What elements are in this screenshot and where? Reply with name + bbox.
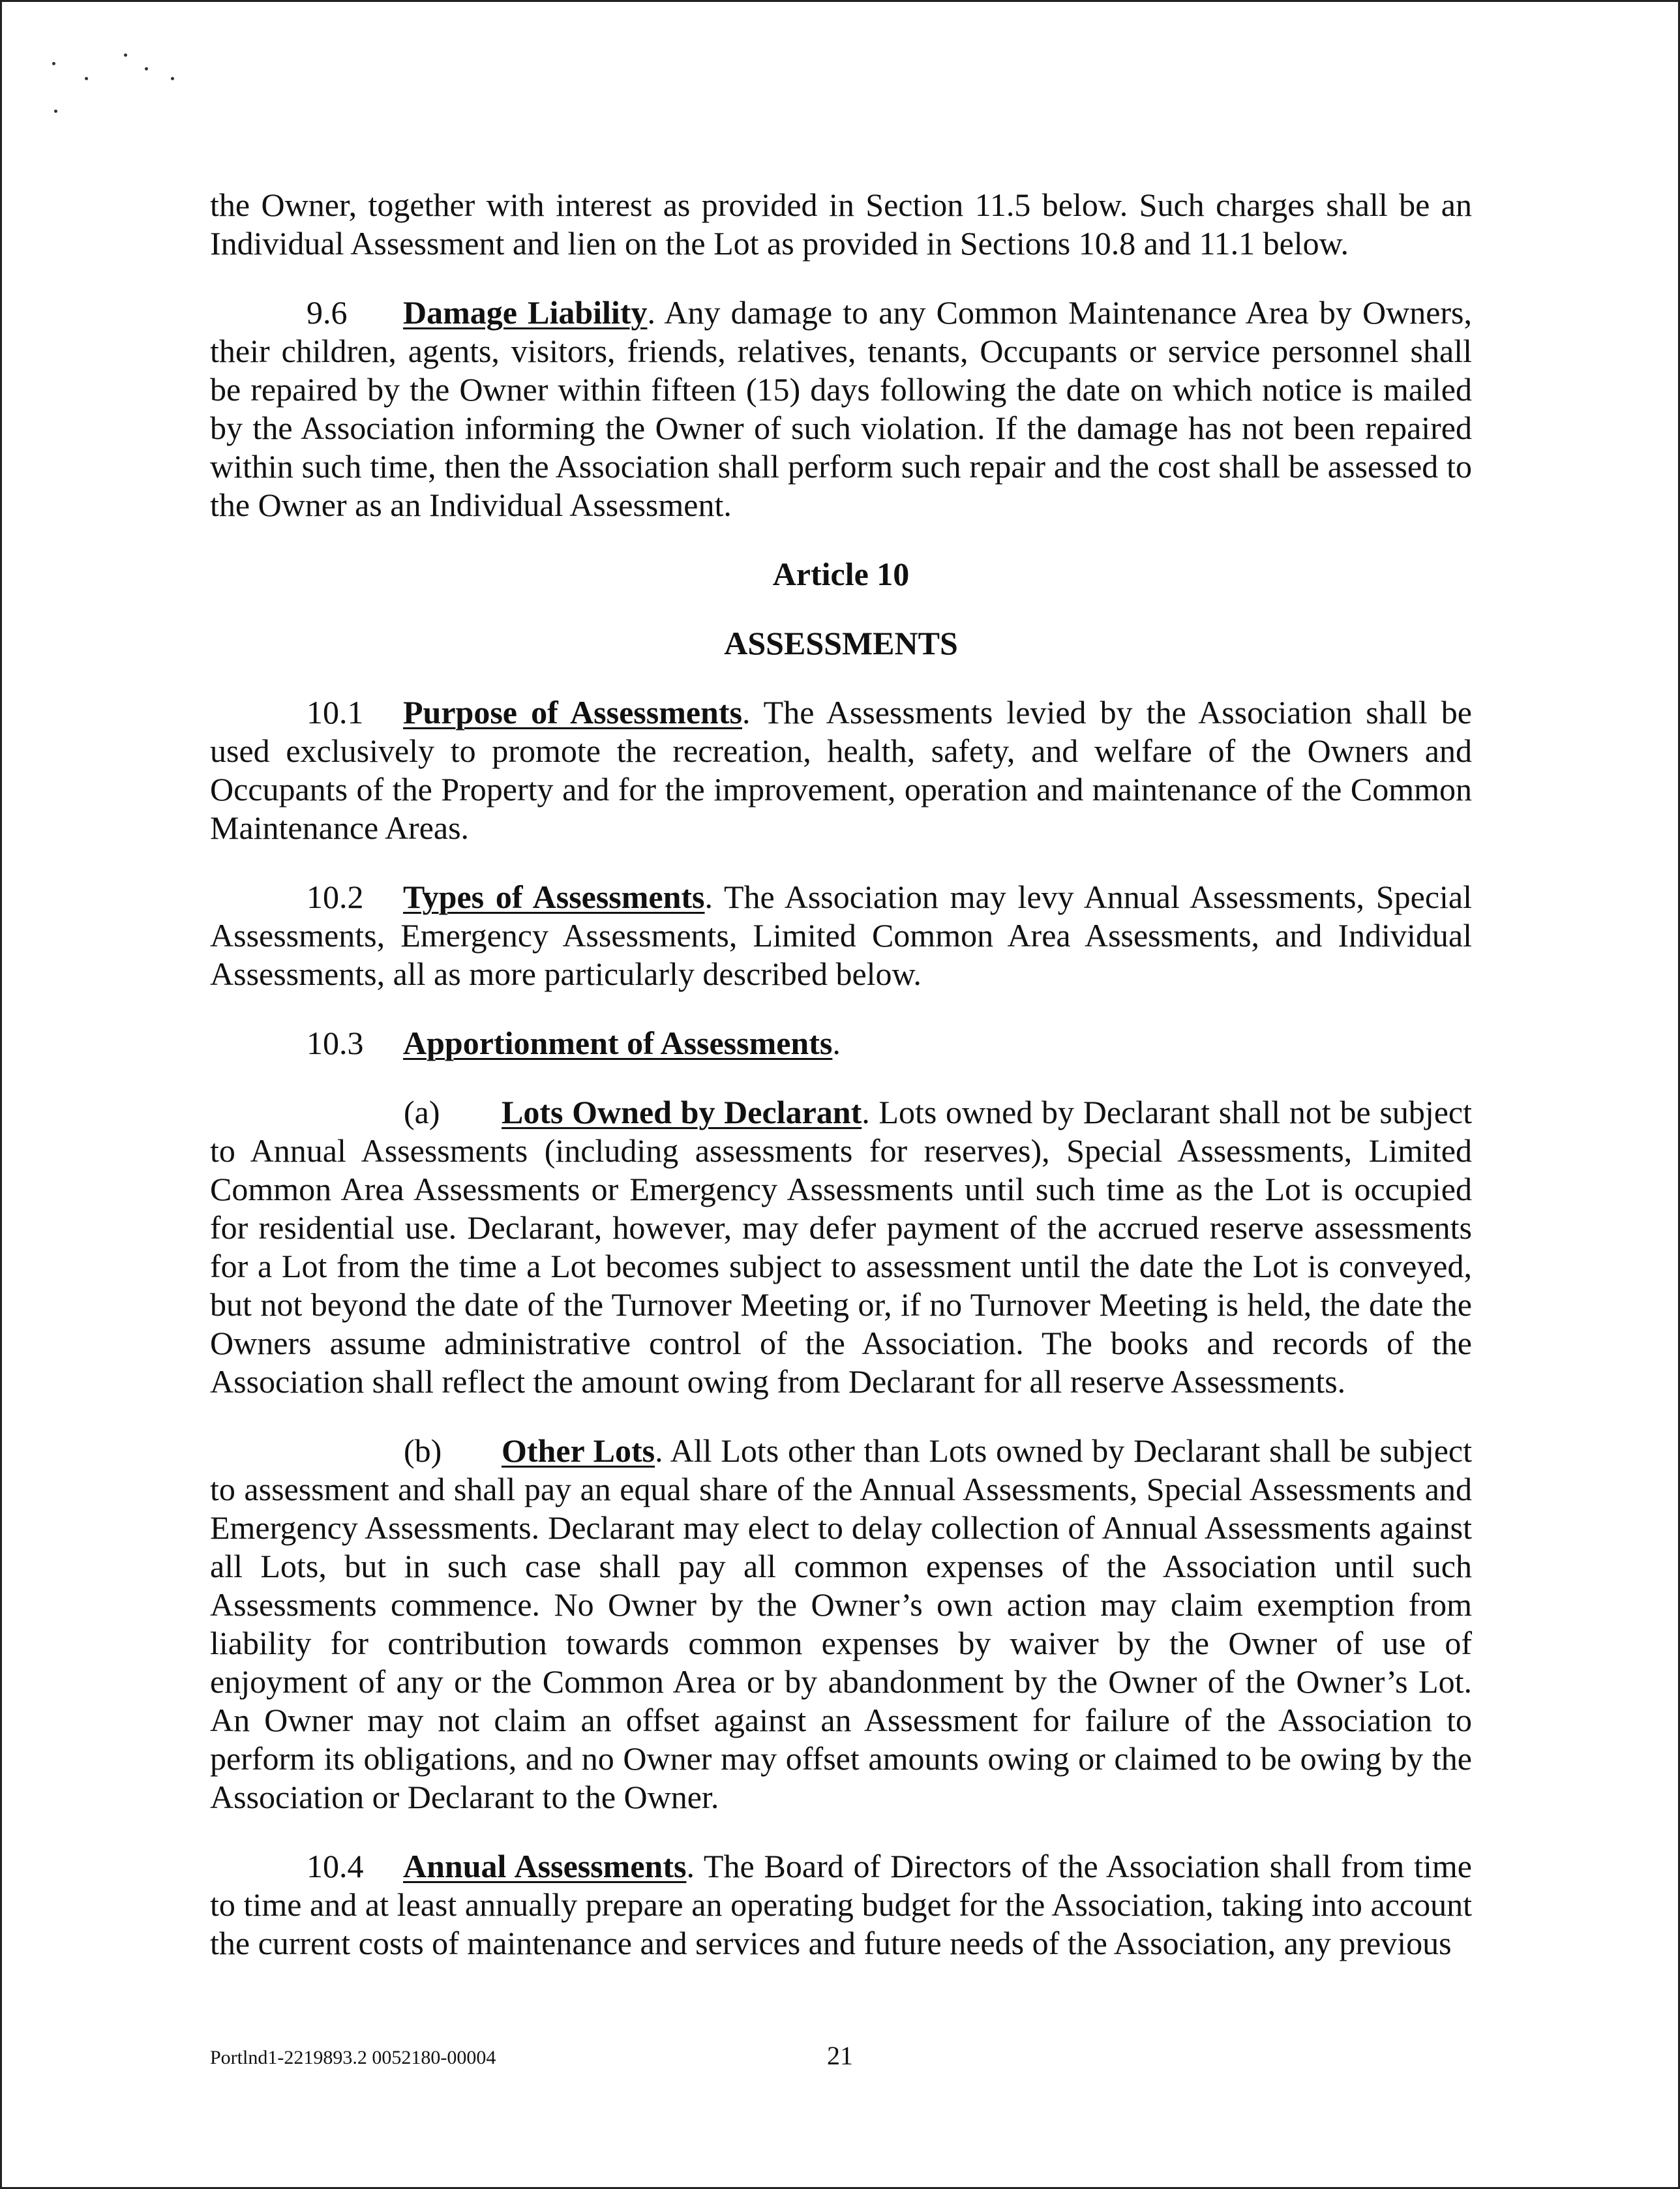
section-heading: Annual Assessments (403, 1848, 687, 1884)
section-10-3 (210, 1024, 1472, 1063)
article-title: Article 10 (772, 556, 910, 592)
section-text: . The Association may levy Annual Assessments, Special Assessments, Emergency Assessments, Limited Common Area Assessments, and Individual Assessments, all as more particularly described below. (210, 879, 1473, 992)
intro-paragraph: the Owner, together with interest as provided in Section 11.5 below. Such charges shall be an Individual Assessment and lien on the Lot as provided in Sections 10.8 and 11.1 below. (210, 187, 1472, 262)
scan-speck (145, 67, 148, 70)
scan-speck (171, 77, 174, 80)
document-body (210, 186, 1472, 1963)
section-heading: Apportionment of Assessments (403, 1025, 833, 1061)
section-10-1 (210, 693, 1472, 847)
section-10-2 (210, 878, 1472, 993)
section-text: . (832, 1025, 841, 1061)
section-heading: Purpose of Assessments (403, 694, 742, 731)
footer-page-number: 21 (827, 2041, 853, 2070)
section-heading: Types of Assessments (403, 879, 705, 915)
subsection-heading: Other Lots (502, 1432, 655, 1469)
scan-speck (52, 62, 55, 65)
scan-speck (124, 53, 127, 57)
section-number: 10.4 (307, 1848, 364, 1884)
subsection-text: . Lots owned by Declarant shall not be subject to Annual Assessments (including assessments for reserves), Special Assessments, Limited Common Area Assessments or Emergency Assessments until such time as the Lot is occupied for residential use. Declarant, however, may defer payment of the accrued reserve assessments for a Lot from the time a Lot becomes subject to assessment until the date the Lot is conveyed, but not beyond the date of the Turnover Meeting or, if no Turnover Meeting is held, the date the Owners assume administrative control of the Association. The books and records of the Association shall reflect the amount owing from Declarant for all reserve Assessments. (210, 1094, 1472, 1400)
subsection-heading: Lots Owned by Declarant (502, 1094, 862, 1130)
section-number: 9.6 (307, 294, 348, 331)
section-10-3-b (210, 1432, 1472, 1817)
scan-speck (54, 110, 57, 113)
subsection-number: (b) (404, 1432, 442, 1469)
footer-doc-id: Portlnd1-2219893.2 0052180-00004 (210, 2047, 496, 2068)
section-text: . Any damage to any Common Maintenance Area by Owners, their children, agents, visitors, friends, relatives, tenants, Occupants or service personnel shall be repaired by the Owner within fifteen (15) days following the date on which notice is mailed by the Association informing the Owner of such violation. If the damage has not been repaired within such time, then the Association shall perform such repair and the cost shall be assessed to the Owner as an Individual Assessment. (210, 294, 1473, 523)
article-subtitle: ASSESSMENTS (724, 625, 958, 661)
section-number: 10.3 (307, 1025, 364, 1061)
section-10-3-a (210, 1093, 1472, 1401)
section-number: 10.2 (307, 879, 364, 915)
section-heading: Damage Liability (403, 294, 648, 331)
subsection-number: (a) (404, 1094, 440, 1130)
scan-speck (85, 77, 88, 80)
subsection-text: . All Lots other than Lots owned by Declarant shall be subject to assessment and shall pay an equal share of the Annual Assessments, Special Assessments and Emergency Assessments. Declarant may elect to delay collection of Annual Assessments against all Lots, but in such case shall pay all common expenses of the Association until such Assessments commence. No Owner by the Owner’s own action may claim exemption from liability for contribution towards common expenses by waiver by the Owner of use of enjoyment of any or the Common Area or by abandonment by the Owner of the Owner’s Lot. An Owner may not claim an offset against an Assessment for failure of the Association to perform its obligations, and no Owner may offset amounts owing or claimed to be owing by the Association or Declarant to the Owner. (210, 1432, 1472, 1815)
section-text: . The Board of Directors of the Association shall from time to time and at least annually prepare an operating budget for the Association, taking into account the current costs of maintenance and services and future needs of the Association, any previous (210, 1848, 1472, 1961)
section-9-6 (210, 294, 1472, 524)
section-10-4 (210, 1847, 1472, 1963)
section-text: . The Assessments levied by the Association shall be used exclusively to promote the recreation, health, safety, and welfare of the Owners and Occupants of the Property and for the improvement, operation and maintenance of the Common Maintenance Areas. (210, 694, 1472, 846)
section-number: 10.1 (307, 694, 364, 731)
